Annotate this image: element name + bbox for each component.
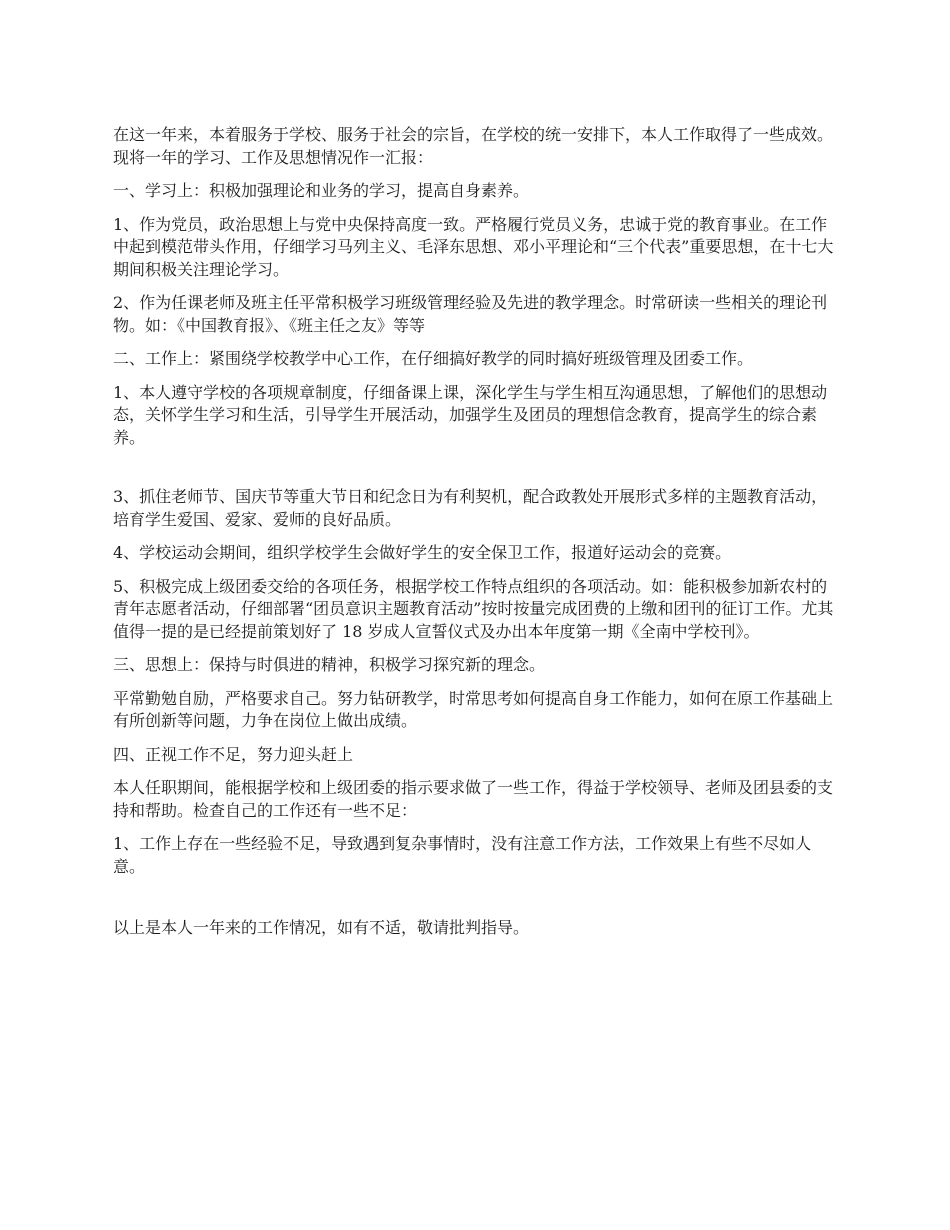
section-heading-shortcomings: 四、正视工作不足，努力迎头赶上: [113, 744, 354, 764]
intro-paragraph: 在这一年来，本着服务于学校、服务于社会的宗旨，在学校的统一安排下，本人工作取得了一些成效。现将一年的学习、工作及思想情况作一汇报：: [113, 125, 834, 167]
document-body: [113, 124, 840, 951]
section-heading-work: 二、工作上：紧围绕学校教学中心工作，在仔细搞好教学的同时搞好班级管理及团委工作。: [113, 349, 754, 368]
study-item-1: 1、作为党员，政治思想上与党中央保持高度一致。严格履行党员义务，忠诚于党的教育事业。在工作中起到模范带头作用，仔细学习马列主义、毛泽东思想、邓小平理论和“三个代表”重要思想，在十七大期间积极关注理论学习。: [113, 214, 834, 279]
section-heading-thought: 三、思想上：保持与时俱进的精神，积极学习探究新的理念。: [113, 655, 546, 674]
work-item-5: 5、积极完成上级团委交给的各项任务，根据学校工作特点组织的各项活动。如：能积极参加新农村的青年志愿者活动，仔细部署“团员意识主题教育活动”按时按量完成团费的上缴和团刊的征订工作。尤其值得一提的是已经提前策划好了 18 岁成人宣誓仪式及办出本年度第一期《全南中学校刊》。: [113, 576, 834, 641]
section-heading-study: 一、学习上：积极加强理论和业务的学习，提高自身素养。: [113, 181, 530, 200]
work-item-1: 1、本人遵守学校的各项规章制度，仔细备课上课，深化学生与学生相互沟通思想，了解他们的思想动态，关怀学生学习和生活，引导学生开展活动，加强学生及团员的理想信念教育，提高学生的综合素养。: [113, 382, 828, 447]
thought-paragraph: 平常勤勉自励，严格要求自己。努力钻研教学，时常思考如何提高自身工作能力，如何在原工作基础上有所创新等问题，力争在岗位上做出成绩。: [113, 688, 834, 730]
work-item-4: 4、学校运动会期间，组织学校学生会做好学生的安全保卫工作，报道好运动会的竞赛。: [113, 543, 732, 562]
study-item-2: 2、作为任课老师及班主任平常积极学习班级管理经验及先进的教学理念。时常研读一些相关的理论刊物。如：《中国教育报》、《班主任之友》等等: [113, 293, 828, 335]
closing-paragraph: 以上是本人一年来的工作情况，如有不适，敬请批判指导。: [113, 918, 530, 937]
shortcomings-intro: 本人任职期间，能根据学校和上级团委的指示要求做了一些工作，得益于学校领导、老师及团县委的支持和帮助。检查自己的工作还有一些不足：: [113, 778, 834, 820]
shortcoming-item-1: 1、工作上存在一些经验不足，导致遇到复杂事情时，没有注意工作方法，工作效果上有些不尽如人意。: [113, 834, 812, 876]
work-item-3: 3、抓住老师节、国庆节等重大节日和纪念日为有利契机，配合政教处开展形式多样的主题教育活动，培育学生爱国、爱家、爱师的良好品质。: [113, 487, 828, 529]
